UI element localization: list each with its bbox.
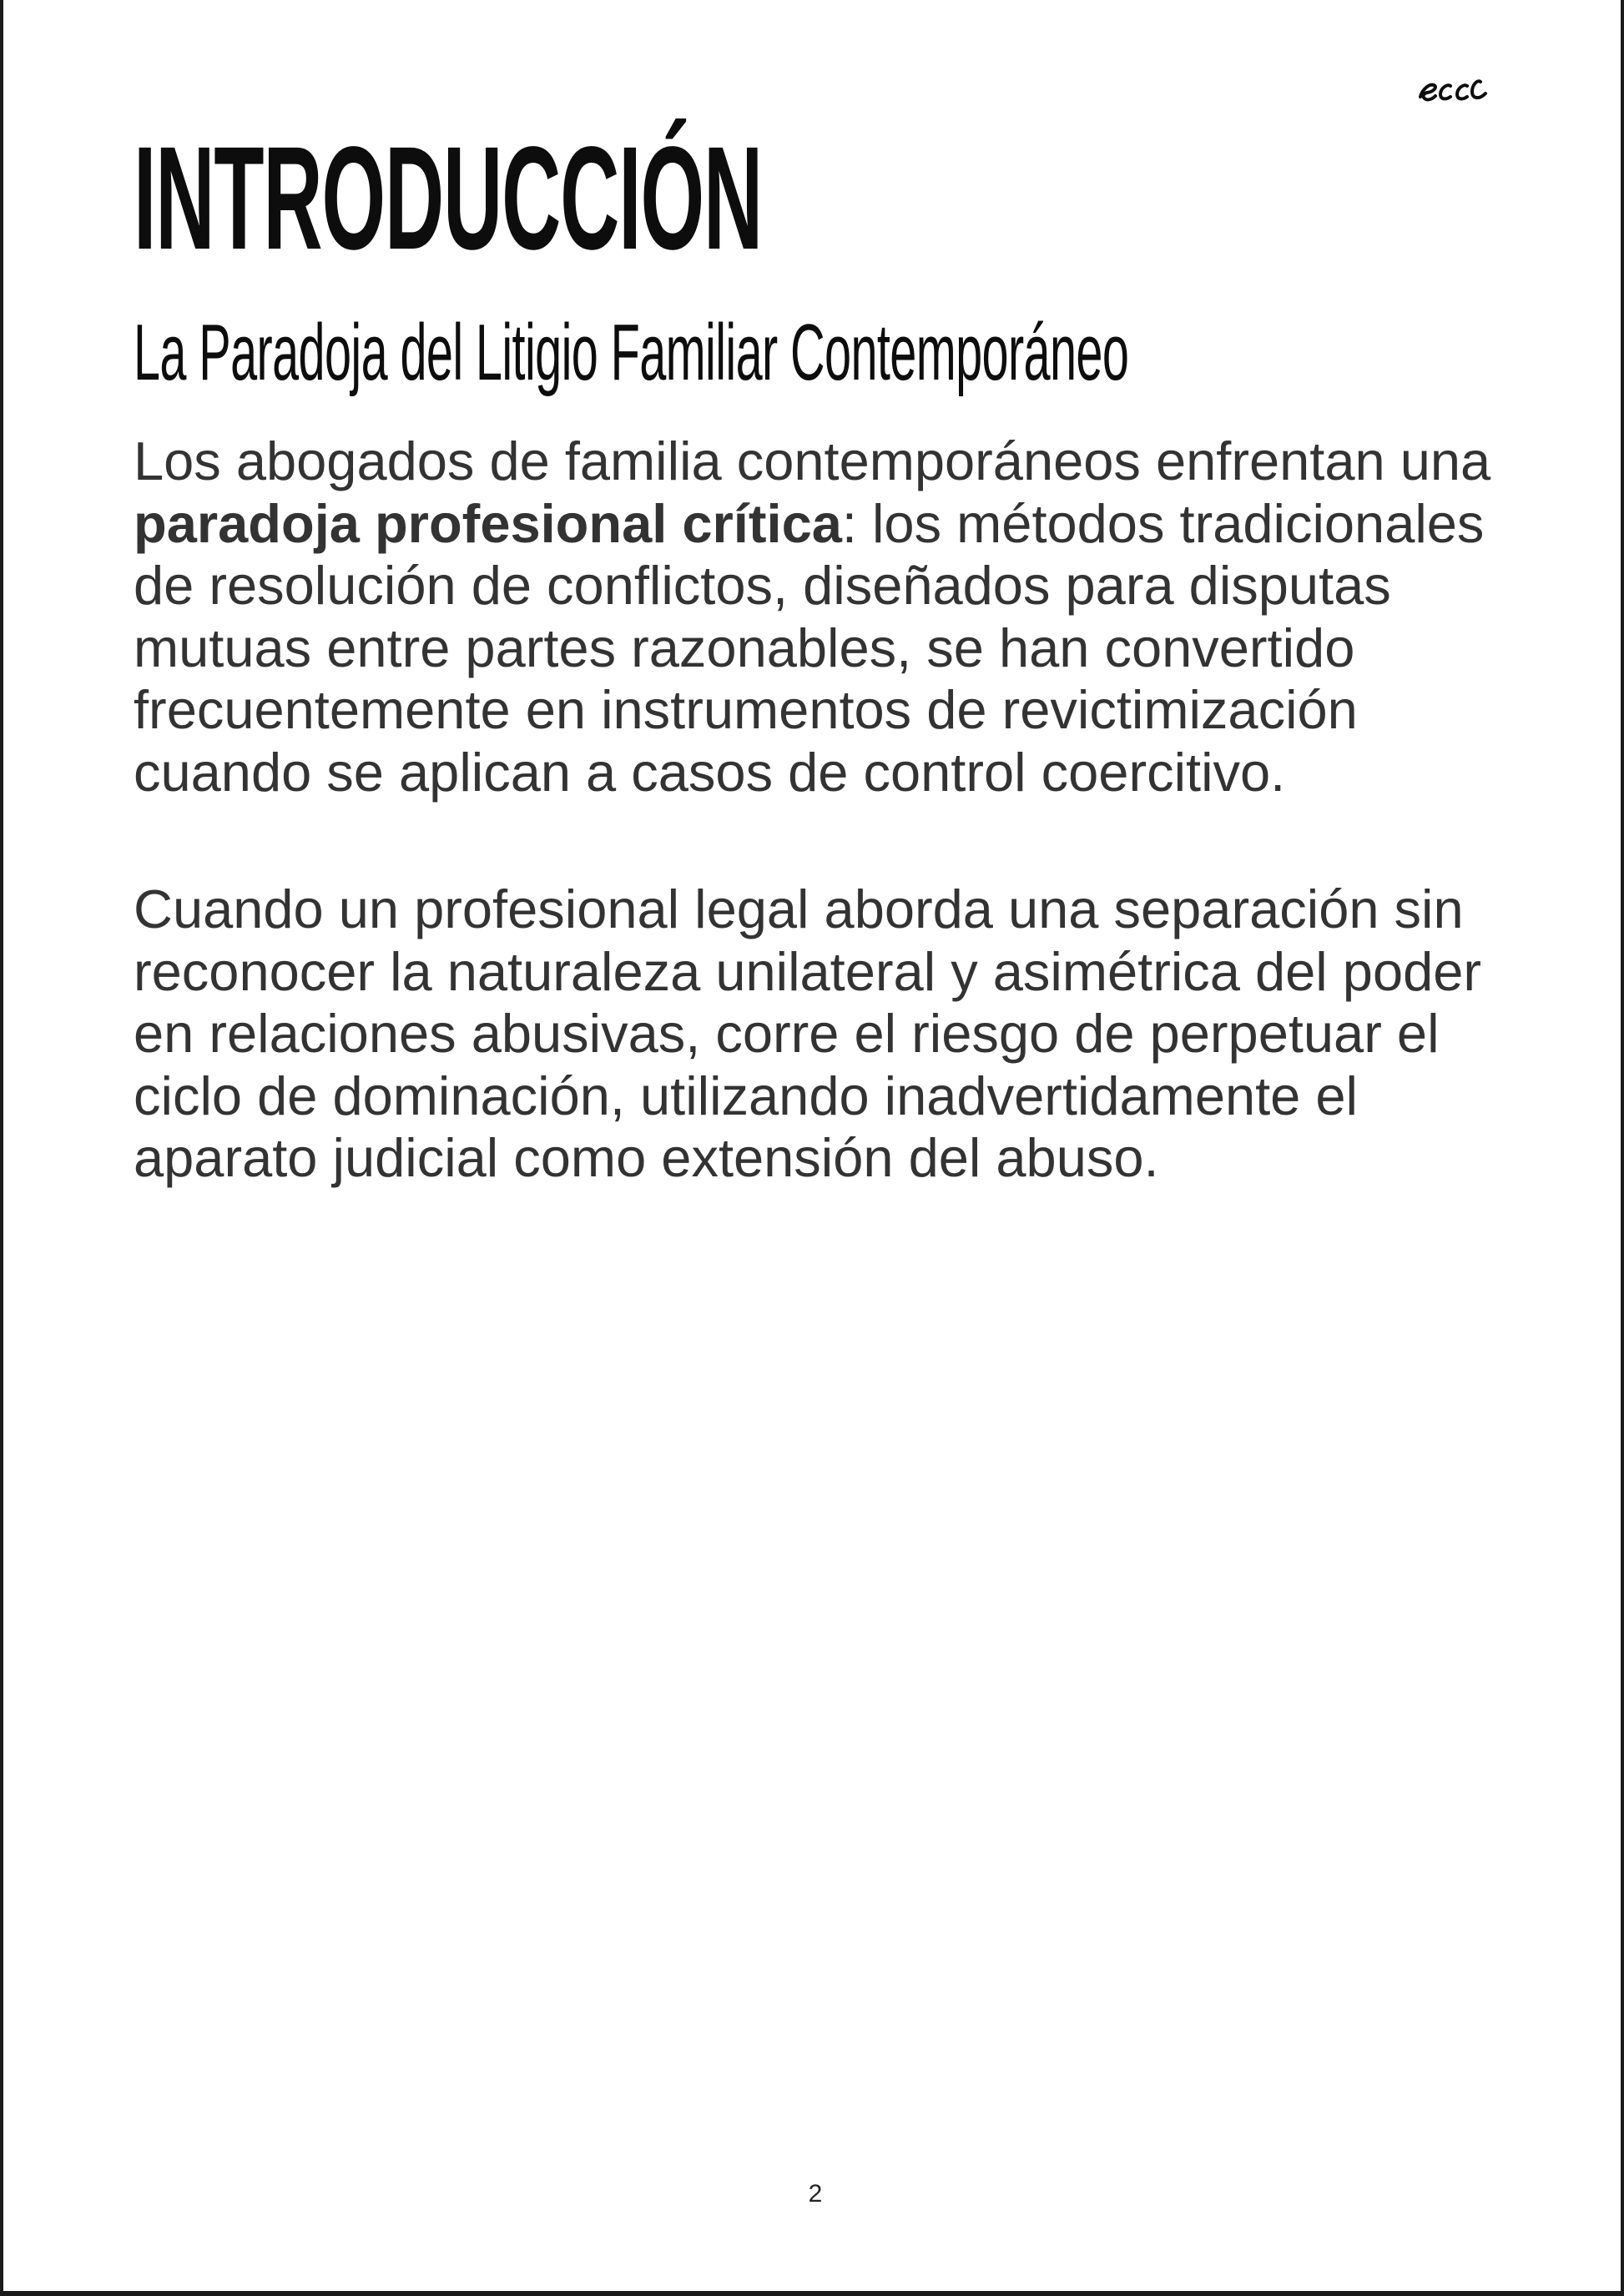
page-title: INTRODUCCIÓN xyxy=(134,117,763,280)
ecc-logo-icon xyxy=(1417,65,1492,107)
section-subtitle: La Paradoja del Litigio Familiar Contemporáneo xyxy=(134,308,1129,397)
page-number: 2 xyxy=(808,2180,823,2208)
paragraph-1-text-start: Los abogados de familia contemporáneos enfrentan una xyxy=(134,430,1491,491)
paragraph-1-bold-phrase: paradoja profesional crítica xyxy=(134,492,842,554)
paragraph-1-text-end: : los métodos tradicionales de resolución de conflictos, diseñados para disputas mutuas entre partes razonables, se han convertido frecuentemente en instrumentos de revictimización cuando se aplican a casos de control coercitivo. xyxy=(134,492,1485,803)
intro-paragraph-2: Cuando un profesional legal aborda una separación sin reconocer la naturaleza unilateral y asimétrica del poder en relaciones abusivas, corre el riesgo de perpetuar el ciclo de dominación, utilizando inadvertidamente el aparato judicial como extensión del abuso. xyxy=(134,879,1482,1188)
intro-paragraph-1 xyxy=(134,430,1502,803)
